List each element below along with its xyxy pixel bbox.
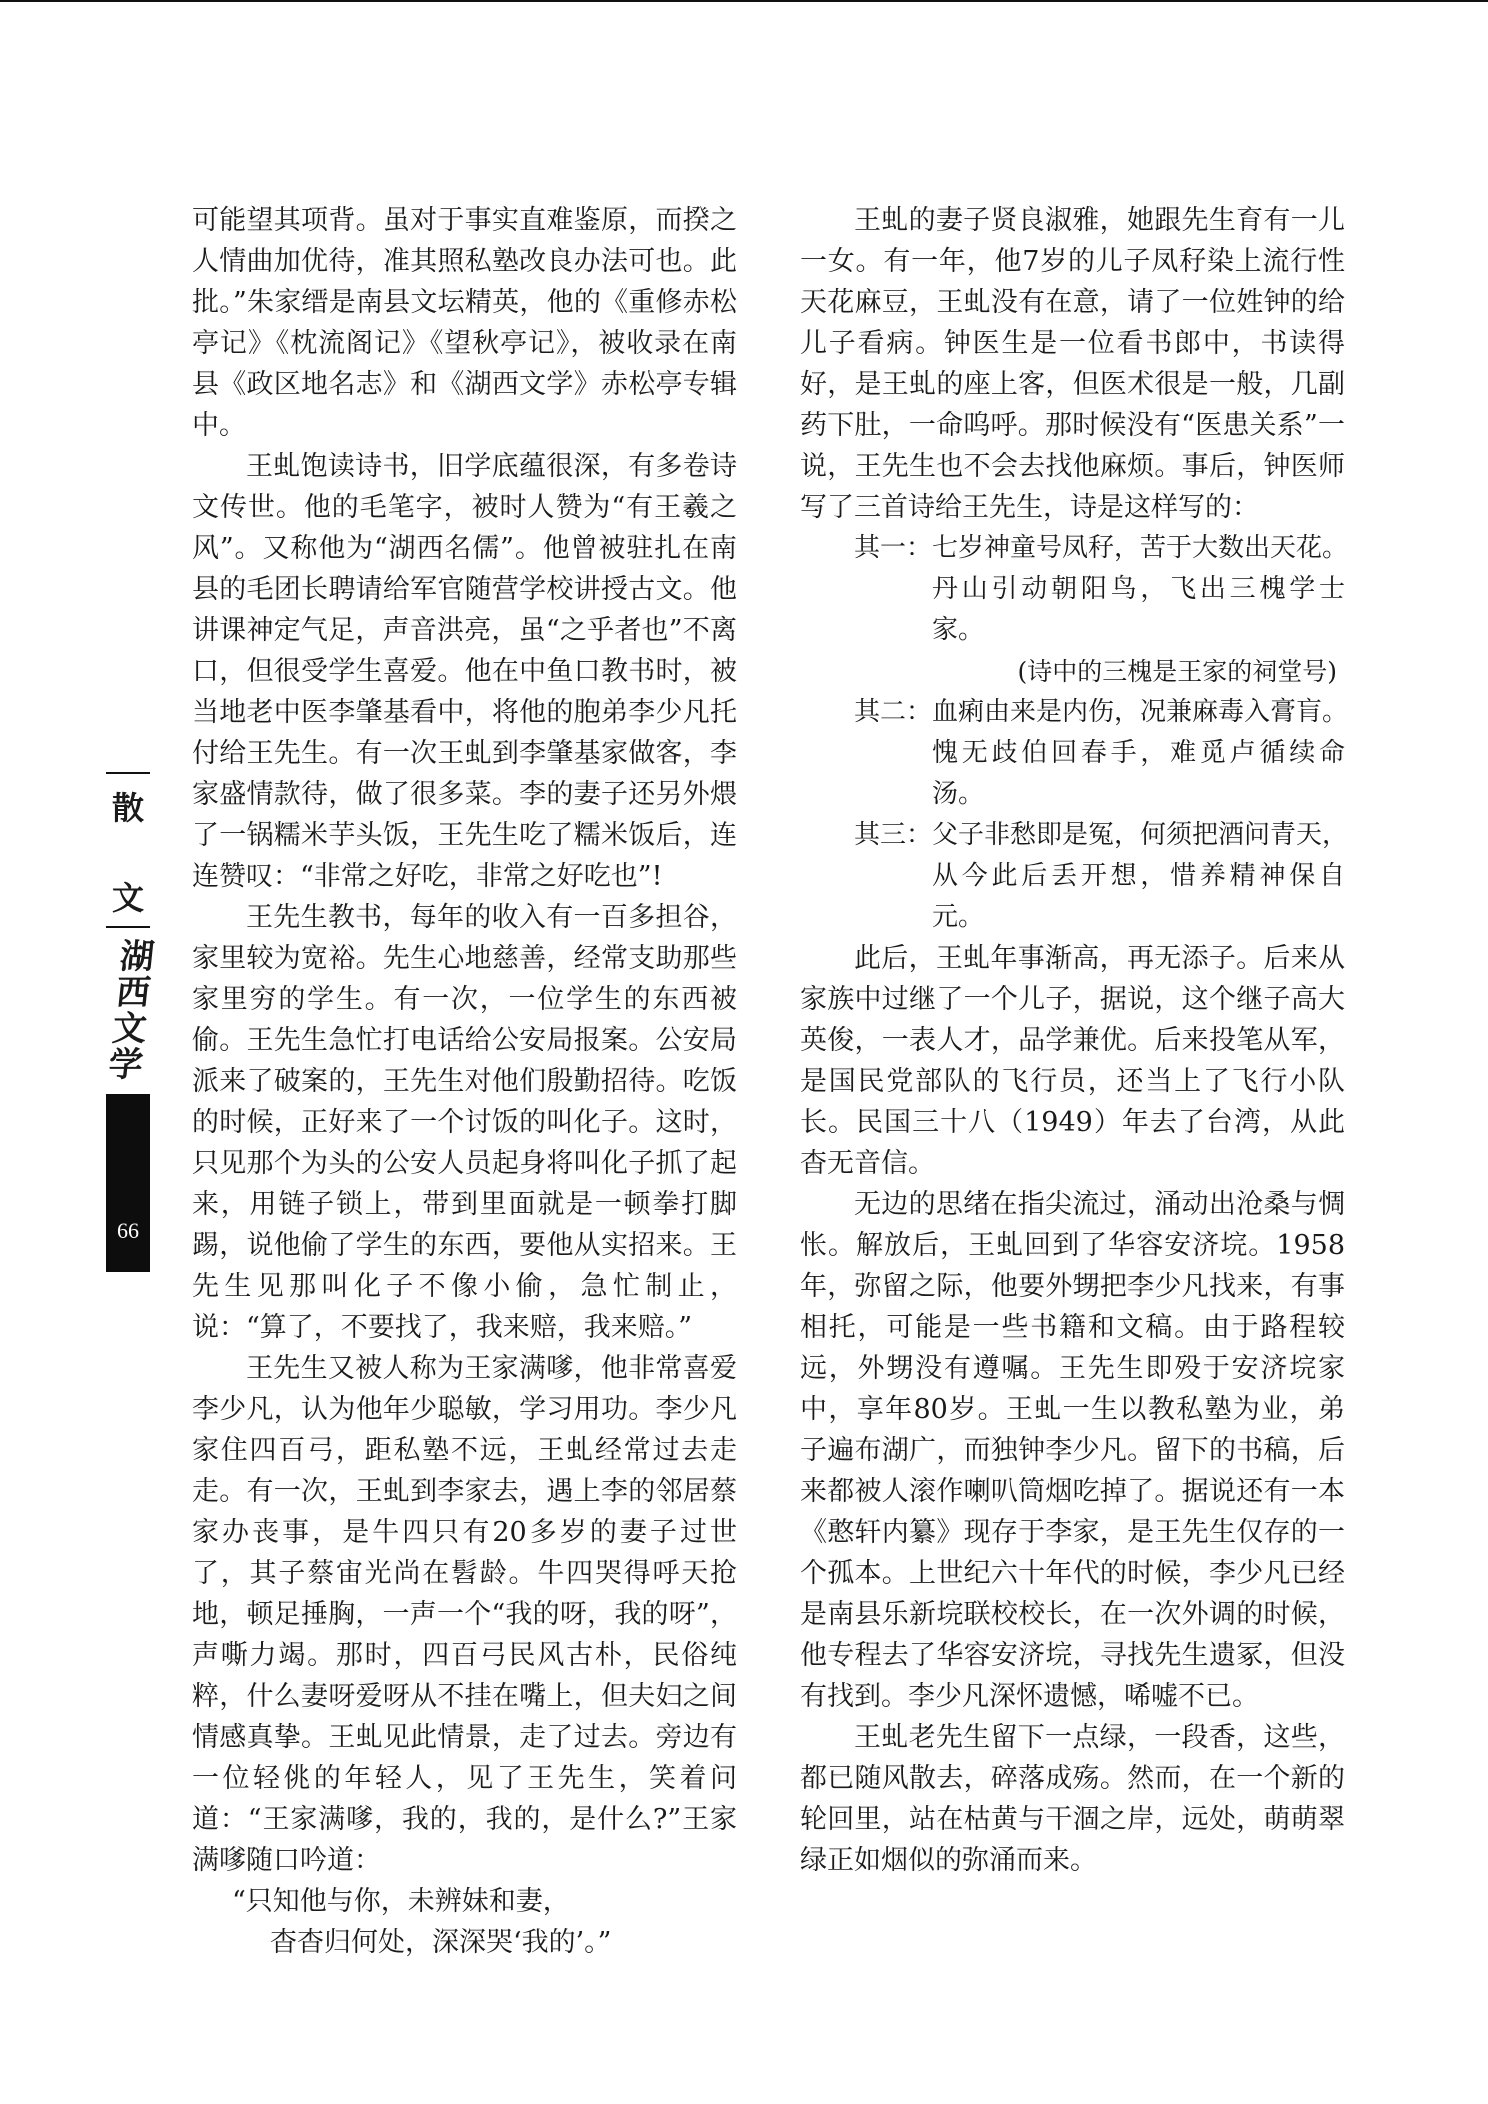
- section-sidebar: [100, 772, 156, 1272]
- left-column: [192, 200, 737, 1963]
- verse-line: “只知他与你，未辨妹和妻，: [232, 1886, 570, 1917]
- section-char: 文: [111, 879, 144, 917]
- sidebar-rule: [106, 926, 150, 928]
- poem-label: 其二：: [853, 697, 932, 727]
- poem-line: [800, 528, 1349, 569]
- poem-text: 七岁神童号凤秄，苦于大数出天花。: [932, 533, 1349, 563]
- poem-label: 其三：: [853, 820, 932, 850]
- paragraph: 王虬的妻子贤良淑雅，她跟先生育有一儿一女。有一年，他7岁的儿子凤秄染上流行性天花麻豆，王虬没有在意，请了一位姓钟的给儿子看病。钟医生是一位看书郎中，书读得好，是王虬的座上客，但医术很是一般，几副药下肚，一命呜呼。那时候没有“医患关系”一说，王先生也不会去找他麻烦。事后，钟医师写了三首诗给王先生，诗是这样写的：: [800, 205, 1345, 523]
- poem-text: 父子非愁即是冤，何须把酒问青天，: [932, 820, 1349, 850]
- page-number: 66: [117, 1218, 139, 1243]
- poem-label: 其一：: [853, 533, 932, 563]
- poem-note: (诗中的三槐是王家的祠堂号): [1017, 657, 1337, 686]
- paragraph: 无边的思绪在指尖流过，涌动出沧桑与惆怅。解放后，王虬回到了华容安济垸。1958年，弥留之际，他要外甥把李少凡找来，有事相托，可能是一些书籍和文稿。由于路程较远，外甥没有遵嘱。王先生即殁于安济垸家中，享年80岁。王虬一生以教私塾为业，弟子遍布湖广，而独钟李少凡。留下的书稿，后来都被人滚作喇叭筒烟吃掉了。据说还有一本《憨轩内纂》现存于李家，是王先生仅存的一个孤本。上世纪六十年代的时候，李少凡已经是南县乐新垸联校校长，在一次外调的时候，他专程去了华容安济垸，寻找先生遗冢，但没有找到。李少凡深怀遗憾，唏嘘不已。: [800, 1189, 1345, 1712]
- poem-text: 血痢由来是内伤，况兼麻毒入膏肓。: [932, 697, 1349, 727]
- paragraph: 此后，王虬年事渐高，再无添子。后来从家族中过继了一个儿子，据说，这个继子高大英俊，一表人才，品学兼优。后来投笔从军，是国民党部队的飞行员，还当上了飞行小队长。民国三十八（1949）年去了台湾，从此杳无音信。: [800, 943, 1345, 1179]
- paragraph: 王虬老先生留下一点绿，一段香，这些，都已随风散去，碎落成殇。然而，在一个新的轮回里，站在枯黄与干涸之岸，远处，萌萌翠绿正如烟似的弥涌而来。: [800, 1722, 1345, 1876]
- top-rule: [0, 0, 1488, 2]
- paragraph: 王虬饱读诗书，旧学底蕴很深，有多卷诗文传世。他的毛笔字，被时人赞为“有王羲之风”。又称他为“湖西名儒”。他曾被驻扎在南县的毛团长聘请给军官随营学校讲授古文。他讲课神定气足，声音洪亮，虽“之乎者也”不离口，但很受学生喜爱。他在中鱼口教书时，被当地老中医李肇基看中，将他的胞弟李少凡托付给王先生。有一次王虬到李肇基家做客，李家盛情款待，做了很多菜。李的妻子还另外煨了一锅糯米芋头饭，王先生吃了糯米饭后，连连赞叹：“非常之好吃，非常之好吃也”!: [192, 451, 737, 892]
- poem-line: 从今此后丢开想，惜养精神保自元。: [932, 861, 1345, 932]
- poem-line: [800, 692, 1349, 733]
- section-char: 散: [111, 789, 144, 827]
- paragraph: 可能望其项背。虽对于事实直难鉴原，而揆之人情曲加优待，准其照私塾改良办法可也。此批。”朱家缙是南县文坛精英，他的《重修赤松亭记》《枕流阁记》《望秋亭记》，被收录在南县《政区地名志》和《湖西文学》赤松亭专辑中。: [192, 205, 737, 441]
- page-number-block: [106, 1094, 150, 1272]
- paragraph: 王先生教书，每年的收入有一百多担谷，家里较为宽裕。先生心地慈善，经常支助那些家里穷的学生。有一次，一位学生的东西被偷。王先生急忙打电话给公安局报案。公安局派来了破案的，王先生对他们殷勤招待。吃饭的时候，正好来了一个讨饭的叫化子。这时，只见那个为头的公安人员起身将叫化子抓了起来，用链子锁上，带到里面就是一顿拳打脚踢，说他偷了学生的东西，要他从实招来。王先生见那叫化子不像小偷，急忙制止，说：“算了，不要找了，我来赔，我来赔。”: [192, 902, 737, 1343]
- right-column: [800, 200, 1349, 1881]
- paragraph: 王先生又被人称为王家满嗲，他非常喜爱李少凡，认为他年少聪敏，学习用功。李少凡家住四百弓，距私塾不远，王虬经常过去走走。有一次，王虬到李家去，遇上李的邻居蔡家办丧事，是牛四只有20多岁的妻子过世了，其子蔡宙光尚在髫龄。牛四哭得呼天抢地，顿足捶胸，一声一个“我的呀，我的呀”，声嘶力竭。那时，四百弓民风古朴，民俗纯粹，什么妻呀爱呀从不挂在嘴上，但夫妇之间情感真挚。王虬见此情景，走了过去。旁边有一位轻佻的年轻人，见了王先生，笑着问道：“王家满嗲，我的，我的，是什么?”王家满嗲随口吟道：: [192, 1353, 737, 1876]
- poem-block: [800, 528, 1349, 938]
- magazine-title: [98, 938, 157, 1082]
- magazine-title-text: 湖西文学: [100, 938, 156, 1082]
- poem-line: [800, 815, 1349, 856]
- poem-line: 愧无歧伯回春手，难觅卢循续命汤。: [932, 738, 1345, 809]
- sidebar-rule: [106, 772, 150, 774]
- poem-line: 丹山引动朝阳鸟，飞出三槐学士家。: [932, 574, 1345, 645]
- verse-line: 杳杳归何处，深深哭‘我的’。”: [270, 1927, 612, 1958]
